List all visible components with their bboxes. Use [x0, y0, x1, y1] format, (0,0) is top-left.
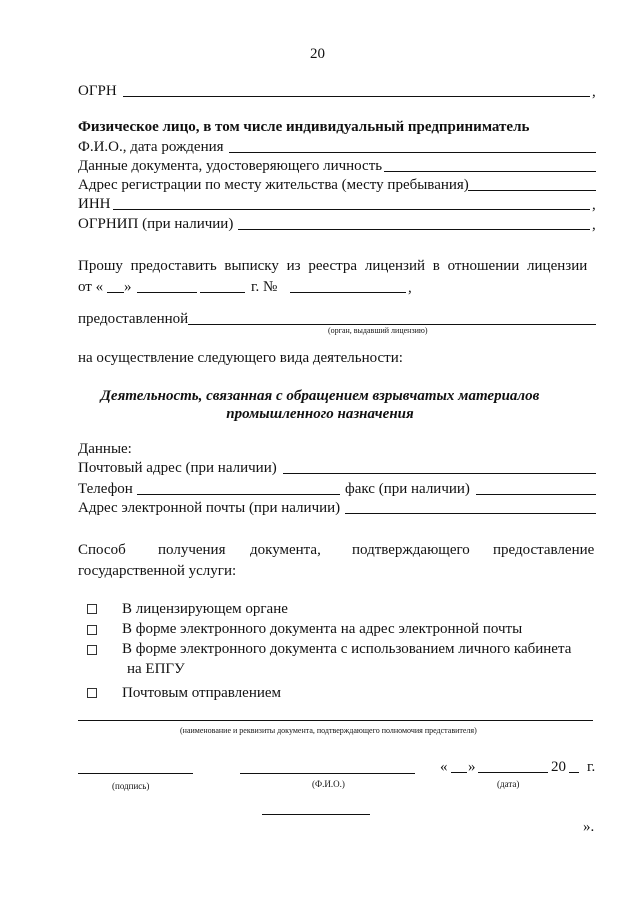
date-open-quote: « — [440, 759, 448, 775]
ogrn-comma: , — [592, 84, 596, 100]
option-checkbox-email[interactable] — [87, 625, 97, 635]
date-close-quote: » — [468, 759, 476, 775]
request-number-label: г. № — [251, 279, 278, 295]
method-word-1: Способ — [78, 542, 126, 558]
request-comma: , — [408, 280, 412, 296]
request-month-field[interactable] — [137, 292, 197, 293]
ogrnip-label: ОГРНИП (при наличии) — [78, 216, 234, 232]
method-line2: государственной услуги: — [78, 563, 237, 579]
postal-field[interactable] — [283, 473, 596, 474]
representative-field[interactable] — [78, 720, 593, 721]
page-number: 20 — [310, 46, 325, 62]
method-word-5: предоставление — [493, 542, 595, 558]
address-label: Адрес регистрации по месту жительства (месту пребывания) — [78, 177, 469, 193]
ogrnip-comma: , — [592, 217, 596, 233]
fio-field[interactable] — [240, 773, 415, 774]
option-checkbox-epgu[interactable] — [87, 645, 97, 655]
id-doc-label: Данные документа, удостоверяющего личность — [78, 158, 383, 174]
option-label-post: Почтовым отправлением — [122, 685, 282, 701]
date-g: г. — [587, 759, 596, 775]
fax-label: факс (при наличии) — [345, 481, 470, 497]
ogrn-label: ОГРН — [78, 83, 117, 99]
inn-comma: , — [592, 197, 596, 213]
option-checkbox-licensing-body[interactable] — [87, 604, 97, 614]
option-label-epgu: В форме электронного документа с использованием личного кабинета — [122, 641, 572, 657]
email-field[interactable] — [345, 513, 596, 514]
activity-title-line1: Деятельность, связанная с обращением взрывчатых материалов — [100, 388, 540, 404]
request-line: Прошу предоставить выписку из реестра лицензий в отношении лицензии — [78, 258, 588, 274]
provided-field[interactable] — [188, 324, 596, 325]
request-day-field[interactable] — [107, 292, 124, 293]
postal-label: Почтовый адрес (при наличии) — [78, 460, 277, 476]
method-word-2: получения — [158, 542, 226, 558]
id-doc-field[interactable] — [384, 171, 596, 172]
fio-dob-field[interactable] — [229, 152, 596, 153]
inn-field[interactable] — [113, 209, 590, 210]
date-caption: (дата) — [497, 779, 520, 789]
option-label-epgu-cont: на ЕПГУ — [127, 661, 185, 677]
data-label: Данные: — [78, 441, 132, 457]
signature-field[interactable] — [78, 773, 193, 774]
date-year: 20 — [551, 759, 566, 775]
ogrn-field[interactable] — [123, 96, 590, 97]
fax-field[interactable] — [476, 494, 596, 495]
provided-label: предоставленной — [78, 311, 189, 327]
date-year-field[interactable] — [569, 772, 579, 773]
representative-caption: (наименование и реквизиты документа, подтверждающего полномочия представителя) — [180, 726, 477, 735]
date-day-field[interactable] — [451, 772, 467, 773]
signature-caption: (подпись) — [112, 781, 150, 791]
ogrnip-field[interactable] — [238, 229, 590, 230]
address-field[interactable] — [468, 190, 596, 191]
email-label: Адрес электронной почты (при наличии) — [78, 500, 341, 516]
extra-signature-field[interactable] — [262, 814, 370, 815]
method-word-4: подтверждающего — [352, 542, 470, 558]
option-label-email: В форме электронного документа на адрес электронной почты — [122, 621, 523, 637]
section-title: Физическое лицо, в том числе индивидуальный предприниматель — [78, 119, 530, 135]
fio-dob-label: Ф.И.О., дата рождения — [78, 139, 224, 155]
activity-intro: на осуществление следующего вида деятельности: — [78, 350, 403, 366]
date-month-field[interactable] — [478, 772, 548, 773]
method-word-3: документа, — [250, 542, 321, 558]
request-year-field[interactable] — [200, 292, 245, 293]
request-close-quote: » — [124, 279, 132, 295]
activity-title-line2: промышленного назначения — [226, 406, 414, 422]
option-checkbox-post[interactable] — [87, 688, 97, 698]
request-from: от « — [78, 279, 104, 295]
option-label-licensing-body: В лицензирующем органе — [122, 601, 288, 617]
final-mark: ». — [583, 819, 595, 835]
provided-caption: (орган, выдавший лицензию) — [328, 326, 428, 335]
request-number-field[interactable] — [290, 292, 406, 293]
inn-label: ИНН — [78, 196, 111, 212]
fio-caption: (Ф.И.О.) — [312, 779, 345, 789]
phone-field[interactable] — [137, 494, 340, 495]
phone-label: Телефон — [78, 481, 133, 497]
